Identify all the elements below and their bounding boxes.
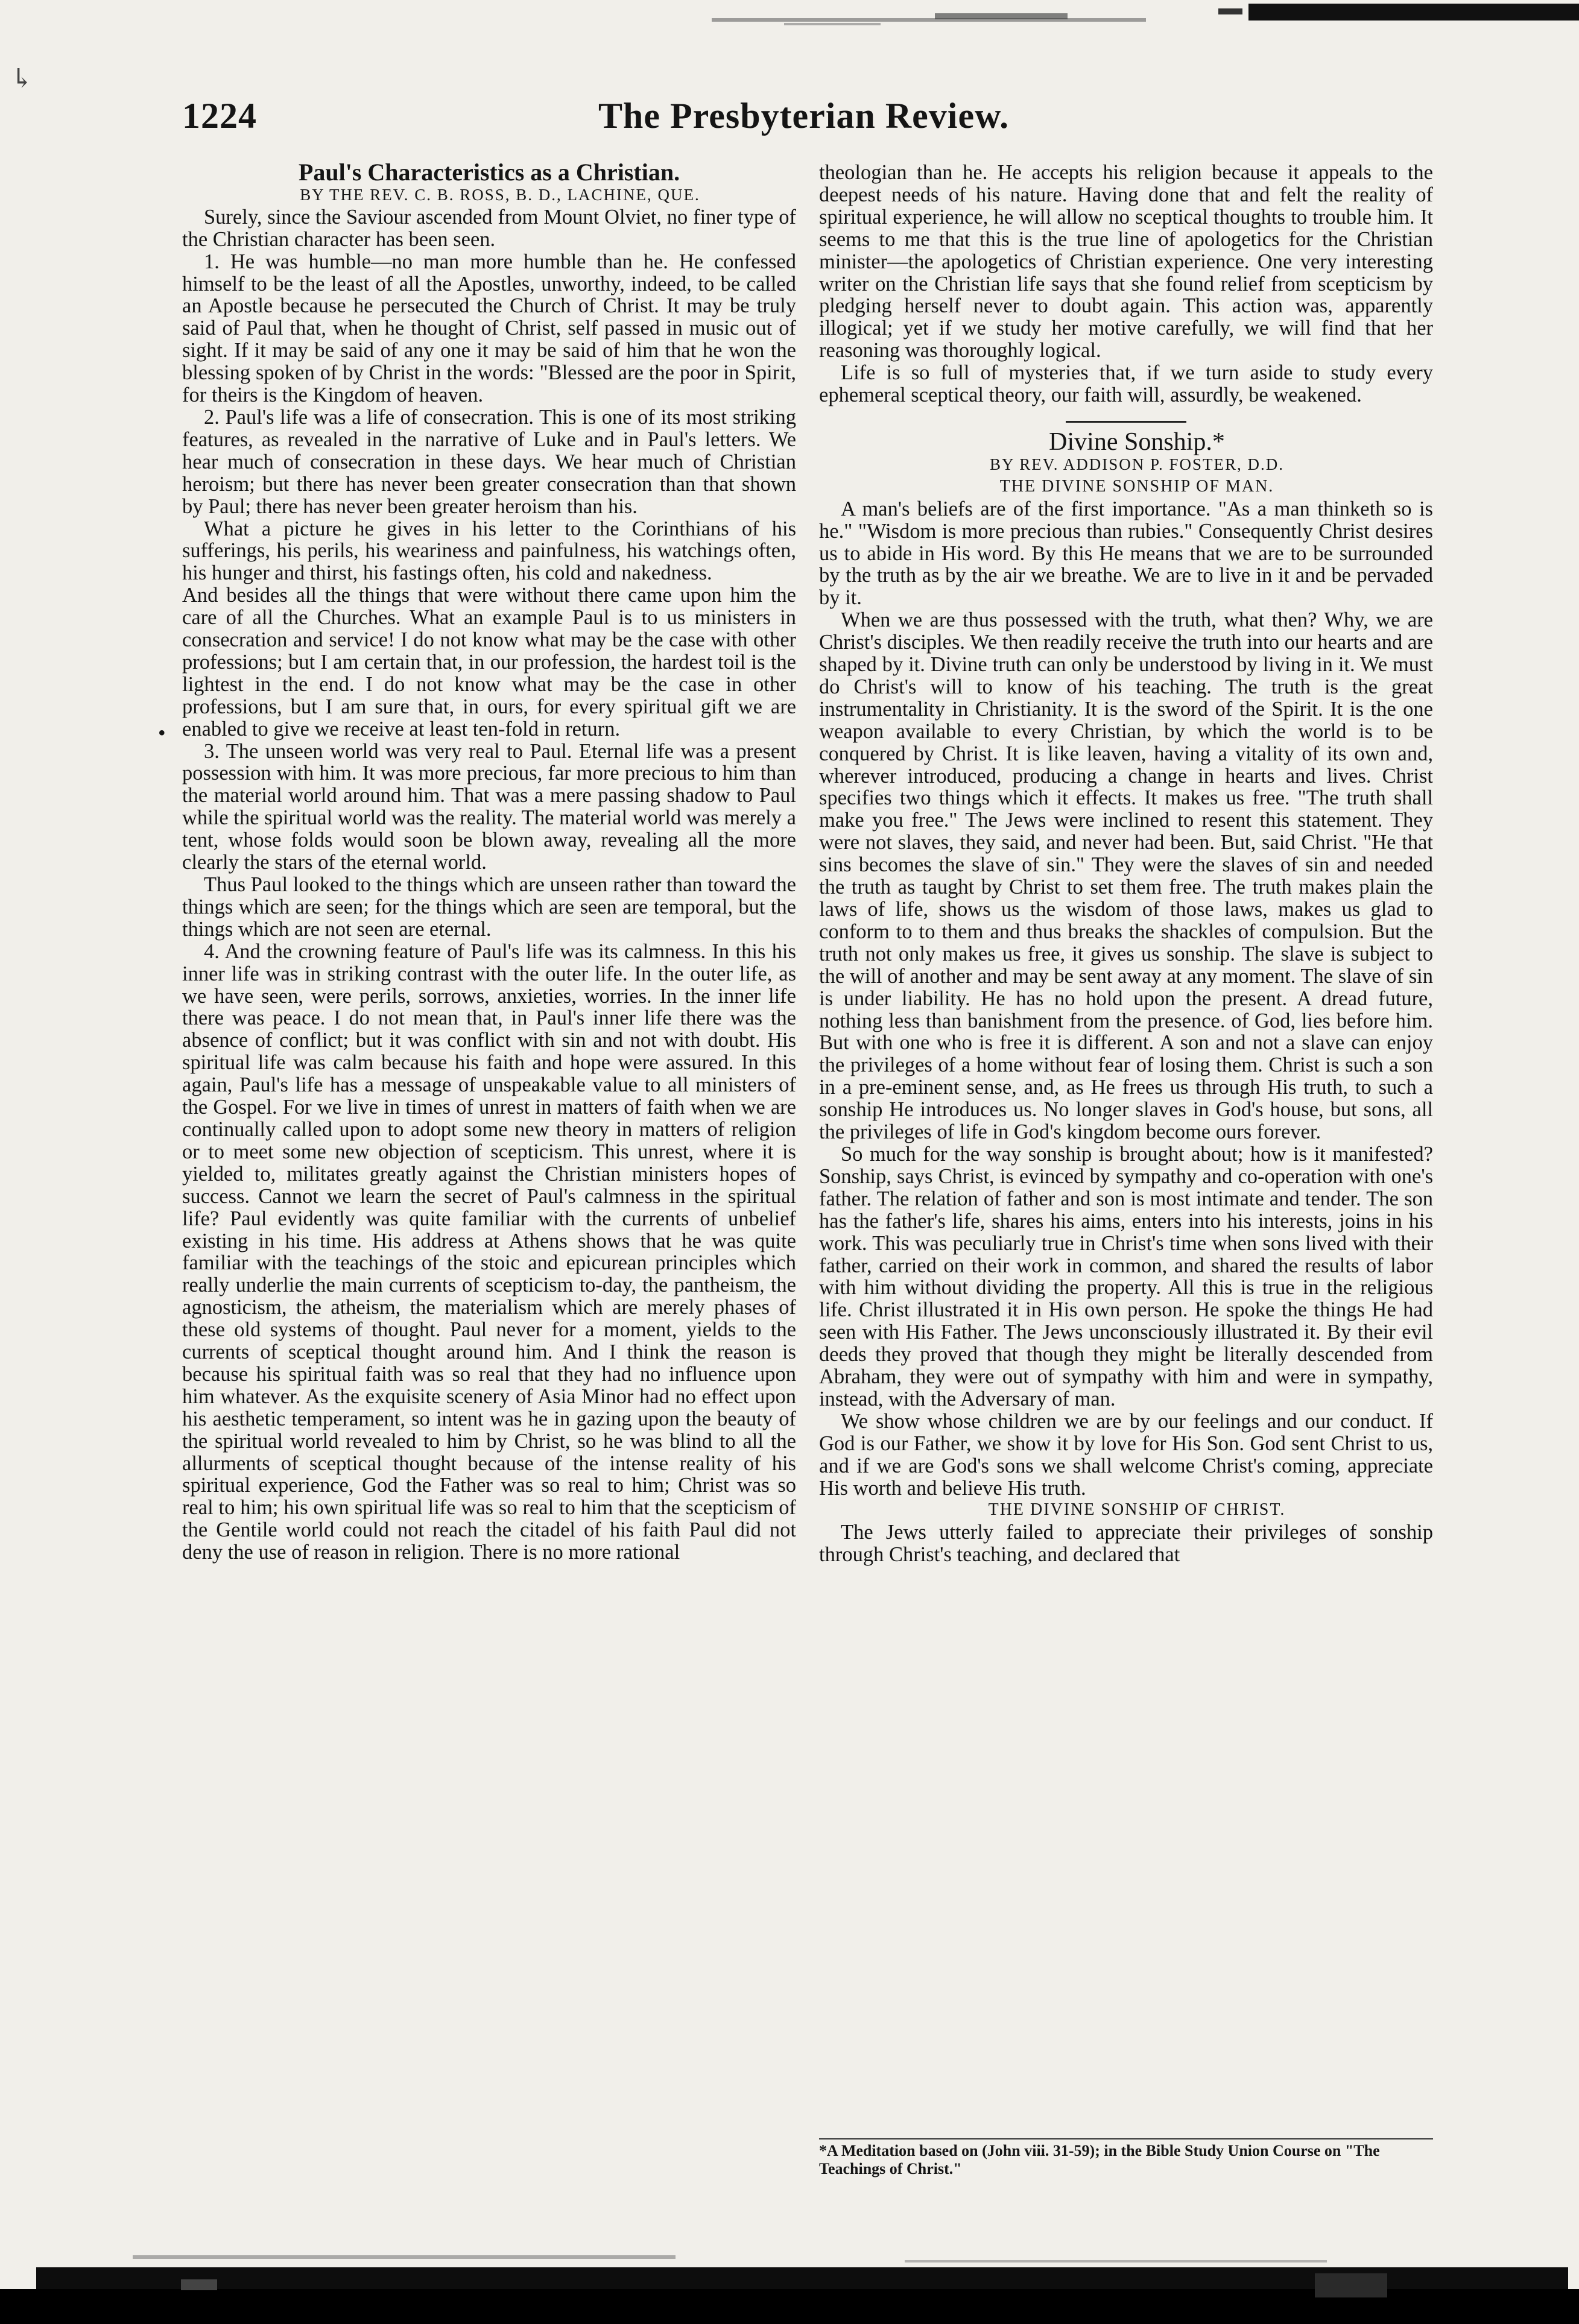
paragraph: What a picture he gives in his letter to the Corinthians of his sufferings, his perils, his weariness and painfulness, his watchings often, his hunger and thirst, his fastings often, his cold and nakedness. xyxy=(182,517,796,585)
right-column xyxy=(819,162,1433,1566)
paragraph: 2. Paul's life was a life of consecration. This is one of its most striking features, as revealed in the narrative of Luke and in Paul's letters. We hear much of consecration in these days. We hear much of Christian heroism; but there has never been greater consecration than that shown by Paul; there has never been greater heroism than his. xyxy=(182,405,796,518)
paragraph: Thus Paul looked to the things which are unseen rather than toward the things which are seen; for the things which are seen are temporal, but the things which are not seen are eternal. xyxy=(182,873,796,941)
scan-artifact-top xyxy=(0,0,1579,36)
footnote xyxy=(819,2142,1433,2178)
footnote-rule xyxy=(819,2138,1433,2139)
scan-artifact-bottom xyxy=(0,2231,1579,2324)
paragraph: We show whose children we are by our feelings and our conduct. If God is our Father, we show it by love for His Son. God sent Christ to us, and if we are God's sons we shall welcome Christ's coming, appreciate His worth and believe His truth. xyxy=(819,1409,1433,1500)
paragraph: A man's beliefs are of the first importance. "As a man thinketh so is he." "Wisdom is more precious than rubies." Consequently Christ desires us to abide in His word. By this He means that we are to be surrounded by the truth as by the air we breathe. We are to live in it and be pervaded by it. xyxy=(819,497,1433,610)
paragraph: So much for the way sonship is brought about; how is it manifested? Sonship, says Christ, is evinced by sympathy and co-operation with one's father. The relation of father and son is most intimate and tender. The son has the father's life, shares his aims, enters into his interests, joins in his work. This was peculiarly true in Christ's time when sons lived with their father, carried on their work in common, and shared the results of labor with him without dividing the property. All this is true in the religious life. Christ illustrated it in His own person. He spoke the things He had seen with His Father. The Jews unconsciously illustrated it. By their evil deeds they proved that though they might be literally descended from Abraham, they were out of sympathy with him and were in sympathy, instead, with the Adversary of man. xyxy=(819,1142,1433,1410)
section-heading: THE DIVINE SONSHIP OF MAN. xyxy=(999,476,1274,496)
section-heading: THE DIVINE SONSHIP OF CHRIST. xyxy=(988,1500,1286,1520)
paragraph: And besides all the things that were without there came upon him the care of all the Churches. What an example Paul is to us ministers in consecration and service! I do not know what may be the case with other professions; but I am certain that, in our profession, the hardest toil is the lightest in the end. I do not know what may be the case in other professions, but I am sure that, in ours, for every spiritual gift we are enabled to give we receive at least ten-fold in return. xyxy=(182,584,796,740)
article-byline: BY REV. ADDISON P. FOSTER, D.D. xyxy=(989,455,1285,473)
paragraph: 4. And the crowning feature of Paul's life was its calmness. In this his inner life was in striking contrast with the outer life. In the outer life, as we have seen, were perils, sorrows, anxieties, worries. In the inner life there was peace. I do not mean that, in Paul's inner life there was the absence of conflict; but it was conflict with sin and not with doubt. His spiritual life was calm because his faith and hope were assured. In this again, Paul's life has a message of unspeakable value to all ministers of the Gospel. For we live in times of unrest in matters of faith when we are continually called upon to adopt some new theory in matters of religion or to meet some new objection of scepticism. This unrest, where it is yielded to, militates greatly against the Christian ministers hopes of success. Cannot we learn the secret of Paul's calmness in the spiritual life? Paul evidently was quite familiar with the currents of unbelief existing in his time. His address at Athens shows that he was quite familiar with the teachings of the stoic and epicurean principles which really underlie the main currents of scepticism to-day, the pantheism, the agnosticism, the atheism, the materialism which are merely phases of these old systems of thought. Paul never for a moment, yields to the currents of sceptical thought around him. And I think the reason is because his spiritual faith was so real that they had no influence upon him whatever. As the exquisite scenery of Asia Minor had no effect upon his aesthetic temperament, so intent was he in gazing upon the beauty of the spiritual world revealed to him by Christ, so he was blind to all the allurments of sceptical thought because of the intense reality of his spiritual experience, God the Father was so real to him; Christ was so real to him; his own spiritual life was so real to him that the scepticism of the Gentile world could not reach the citadel of his faith Paul did not deny the use of reason in religion. There is no more rational xyxy=(182,939,796,1564)
article-title: Divine Sonship.* xyxy=(1049,428,1225,456)
paragraph: When we are thus possessed with the truth, what then? Why, we are Christ's disciples. We then readily receive the truth into our hearts and are shaped by it. Divine truth can only be understood by living in it. We must do Christ's will to know of his teaching. The truth is the great instrumentality in Christianity. It is the sword of the Spirit. It is the one weapon available to every Christian, by which the world is to be conquered by Christ. It is like leaven, having a vitality of its own and, wherever introduced, producing a change in hearts and lives. Christ specifies two things which it effects. It makes us free. "The truth shall make you free." The Jews were inclined to resent this statement. They were not slaves, they said, and never had been. But, said Christ. "He that sins becomes the slave of sin." They were the slaves of sin and needed the truth as taught by Christ to set them free. The truth makes plain the laws of life, shows us the wisdom of those laws, makes us glad to conform to to them and thus breaks the shackles of compulsion. But the truth not only makes us free, it gives us sonship. The slave is subject to the will of another and may be sent away at any moment. The slave of sin is under liability. He has no hold upon the present. A dread future, nothing less than banishment from the presence. of God, lies before him. But with one who is free it is different. A son and not a slave can enjoy the privileges of a home without fear of losing them. Christ is such a son in a pre-eminent sense, and, as He frees us through His truth, to such a sonship He introduces us. No longer slaves in God's house, but sons, all the privileges of life in God's kingdom become ours forever. xyxy=(819,608,1433,1144)
paragraph: 1. He was humble—no man more humble than he. He confessed himself to be the least of all the Apostles, unworthy, indeed, to be called an Apostle because he persecuted the Church of Christ. It may be truly said of Paul that, when he thought of Christ, self passed in music out of sight. If it may be said of any one it may be said of him that he won the blessing spoken of by Christ in the words: "Blessed are the poor in Spirit, for theirs is the Kingdom of heaven. xyxy=(182,250,796,407)
paragraph: Life is so full of mysteries that, if we turn aside to study every ephemeral sceptical theory, our faith will, assurdly, be weakened. xyxy=(819,361,1433,407)
article-byline: BY THE REV. C. B. ROSS, B. D., LACHINE, QUE. xyxy=(300,185,700,204)
page-header xyxy=(182,95,1443,156)
page-number: 1224 xyxy=(182,96,257,136)
left-column xyxy=(182,159,796,1564)
paragraph: The Jews utterly failed to appreciate their privileges of sonship through Christ's teaching, and declared that xyxy=(819,1521,1433,1567)
paragraph: theologian than he. He accepts his religion because it appeals to the deepest needs of his nature. Having done that and felt the reality of spiritual experience, he will allow no sceptical thoughts to trouble him. It seems to me that this is the true line of apologetics for the Christian minister—the apologetics of Christian experience. One very interesting writer on the Christian life says that she found relief from scepticism by pledging herself never to doubt again. This action was, apparently illogical; yet if we study her motive carefully, we will find that her reasoning was thoroughly logical. xyxy=(819,161,1433,362)
paragraph: 3. The unseen world was very real to Paul. Eternal life was a present possession with him. It was more precious, far more precious to him than the material world around him. That was a mere passing shadow to Paul while the spiritual world was the reality. The material world was merely a tent, whose folds would soon be blown away, revealing all the more clearly the stars of the eternal world. xyxy=(182,739,796,874)
footnote-text: *A Meditation based on (John viii. 31-59); in the Bible Study Union Course on "The Teachings of Christ." xyxy=(819,2142,1380,2177)
article-title: Paul's Characteristics as a Christian. xyxy=(298,159,680,186)
section-divider xyxy=(1066,421,1186,423)
paragraph: Surely, since the Saviour ascended from Mount Olviet, no finer type of the Christian character has been seen. xyxy=(182,205,796,251)
margin-bullet: • xyxy=(158,721,166,745)
running-title: The Presbyterian Review. xyxy=(598,96,1010,136)
margin-mark: ↳ xyxy=(11,64,33,93)
